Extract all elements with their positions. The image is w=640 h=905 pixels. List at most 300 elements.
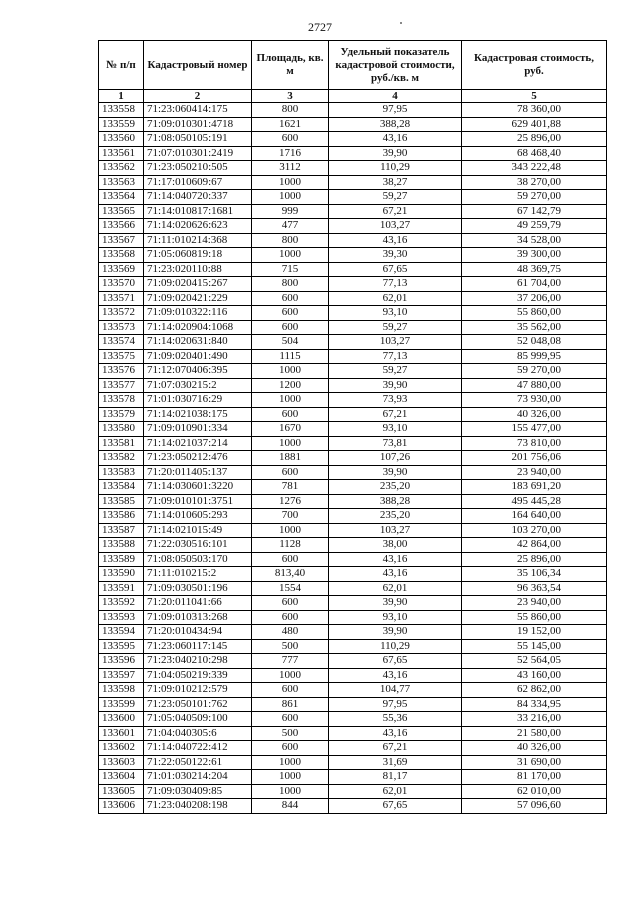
cell-area: 715 xyxy=(252,262,329,277)
cell-cadastral-cost: 155 477,00 xyxy=(462,422,607,437)
table-row xyxy=(99,697,607,712)
cell-row-number: 133558 xyxy=(99,103,144,118)
cell-unit-value: 31,69 xyxy=(329,755,462,770)
cell-unit-value: 43,16 xyxy=(329,132,462,147)
cell-area: 781 xyxy=(252,480,329,495)
cell-area: 600 xyxy=(252,552,329,567)
cell-cadastral-number: 71:20:010434:94 xyxy=(144,625,252,640)
cell-area: 861 xyxy=(252,697,329,712)
cell-row-number: 133561 xyxy=(99,146,144,161)
cell-area: 1670 xyxy=(252,422,329,437)
cell-cadastral-number: 71:07:010301:2419 xyxy=(144,146,252,161)
cell-area: 800 xyxy=(252,233,329,248)
cell-area: 1000 xyxy=(252,755,329,770)
cell-unit-value: 62,01 xyxy=(329,784,462,799)
cell-cadastral-cost: 55 860,00 xyxy=(462,610,607,625)
cell-unit-value: 43,16 xyxy=(329,552,462,567)
cell-area: 600 xyxy=(252,610,329,625)
header-area: Площадь, кв. м xyxy=(252,41,329,90)
cell-cadastral-number: 71:09:030501:196 xyxy=(144,581,252,596)
table-row xyxy=(99,175,607,190)
cell-row-number: 133593 xyxy=(99,610,144,625)
cell-row-number: 133583 xyxy=(99,465,144,480)
cell-cadastral-cost: 73 810,00 xyxy=(462,436,607,451)
cell-area: 700 xyxy=(252,509,329,524)
table-row xyxy=(99,132,607,147)
column-number: 3 xyxy=(252,90,329,103)
cell-row-number: 133572 xyxy=(99,306,144,321)
header-cadastral-cost: Кадастровая стоимость, руб. xyxy=(462,41,607,90)
table-row xyxy=(99,306,607,321)
cell-unit-value: 93,10 xyxy=(329,306,462,321)
cell-unit-value: 39,90 xyxy=(329,596,462,611)
cell-cadastral-cost: 42 864,00 xyxy=(462,538,607,553)
cell-row-number: 133605 xyxy=(99,784,144,799)
table-row xyxy=(99,262,607,277)
cell-unit-value: 39,90 xyxy=(329,146,462,161)
cell-cadastral-number: 71:14:010605:293 xyxy=(144,509,252,524)
table-row xyxy=(99,726,607,741)
cell-cadastral-number: 71:09:010101:3751 xyxy=(144,494,252,509)
cell-unit-value: 59,27 xyxy=(329,364,462,379)
table-row xyxy=(99,538,607,553)
cell-row-number: 133603 xyxy=(99,755,144,770)
cell-cadastral-cost: 38 270,00 xyxy=(462,175,607,190)
cell-area: 1621 xyxy=(252,117,329,132)
cell-unit-value: 81,17 xyxy=(329,770,462,785)
cell-cadastral-cost: 62 862,00 xyxy=(462,683,607,698)
cell-unit-value: 38,00 xyxy=(329,538,462,553)
table-row xyxy=(99,494,607,509)
table-row xyxy=(99,219,607,234)
cell-unit-value: 103,27 xyxy=(329,523,462,538)
cell-area: 1000 xyxy=(252,364,329,379)
cell-cadastral-cost: 37 206,00 xyxy=(462,291,607,306)
cell-area: 600 xyxy=(252,407,329,422)
cell-area: 1200 xyxy=(252,378,329,393)
table-row xyxy=(99,407,607,422)
cell-cadastral-cost: 61 704,00 xyxy=(462,277,607,292)
cell-area: 477 xyxy=(252,219,329,234)
cell-area: 480 xyxy=(252,625,329,640)
table-row xyxy=(99,190,607,205)
cell-cadastral-number: 71:05:040509:100 xyxy=(144,712,252,727)
cell-row-number: 133564 xyxy=(99,190,144,205)
column-number-row xyxy=(99,90,607,103)
cell-row-number: 133587 xyxy=(99,523,144,538)
cell-area: 600 xyxy=(252,596,329,611)
cell-cadastral-number: 71:09:010212:579 xyxy=(144,683,252,698)
cell-cadastral-cost: 25 896,00 xyxy=(462,552,607,567)
table-row xyxy=(99,465,607,480)
cell-unit-value: 59,27 xyxy=(329,190,462,205)
table-row xyxy=(99,161,607,176)
cell-unit-value: 67,21 xyxy=(329,741,462,756)
cell-row-number: 133578 xyxy=(99,393,144,408)
cell-cadastral-number: 71:20:011405:137 xyxy=(144,465,252,480)
cell-cadastral-cost: 629 401,88 xyxy=(462,117,607,132)
cell-unit-value: 93,10 xyxy=(329,610,462,625)
cell-cadastral-number: 71:09:020415:267 xyxy=(144,277,252,292)
cell-row-number: 133582 xyxy=(99,451,144,466)
cell-area: 1000 xyxy=(252,436,329,451)
cell-row-number: 133560 xyxy=(99,132,144,147)
cell-row-number: 133581 xyxy=(99,436,144,451)
cell-area: 1000 xyxy=(252,393,329,408)
table-row xyxy=(99,799,607,814)
cell-row-number: 133568 xyxy=(99,248,144,263)
cell-cadastral-number: 71:23:020110:88 xyxy=(144,262,252,277)
cell-cadastral-cost: 164 640,00 xyxy=(462,509,607,524)
table-row xyxy=(99,204,607,219)
cell-cadastral-number: 71:09:020421:229 xyxy=(144,291,252,306)
cell-row-number: 133604 xyxy=(99,770,144,785)
cell-unit-value: 110,29 xyxy=(329,639,462,654)
cell-cadastral-number: 71:11:010215:2 xyxy=(144,567,252,582)
cell-unit-value: 97,95 xyxy=(329,697,462,712)
cell-cadastral-cost: 96 363,54 xyxy=(462,581,607,596)
cell-cadastral-number: 71:23:050212:476 xyxy=(144,451,252,466)
cell-area: 1554 xyxy=(252,581,329,596)
cell-row-number: 133576 xyxy=(99,364,144,379)
cell-area: 600 xyxy=(252,306,329,321)
cell-unit-value: 67,65 xyxy=(329,799,462,814)
cell-row-number: 133589 xyxy=(99,552,144,567)
cell-cadastral-cost: 23 940,00 xyxy=(462,465,607,480)
cell-cadastral-number: 71:14:021038:175 xyxy=(144,407,252,422)
cell-unit-value: 59,27 xyxy=(329,320,462,335)
cell-cadastral-number: 71:04:040305:6 xyxy=(144,726,252,741)
cell-area: 3112 xyxy=(252,161,329,176)
cell-unit-value: 73,93 xyxy=(329,393,462,408)
cell-cadastral-cost: 59 270,00 xyxy=(462,190,607,205)
table-row xyxy=(99,523,607,538)
scan-dot xyxy=(400,22,402,24)
column-number: 1 xyxy=(99,90,144,103)
cell-unit-value: 39,90 xyxy=(329,378,462,393)
table-row xyxy=(99,712,607,727)
table-row xyxy=(99,349,607,364)
cell-cadastral-cost: 43 160,00 xyxy=(462,668,607,683)
cell-row-number: 133566 xyxy=(99,219,144,234)
table-row xyxy=(99,103,607,118)
cell-area: 1000 xyxy=(252,190,329,205)
table-row xyxy=(99,451,607,466)
cell-cadastral-number: 71:23:050101:762 xyxy=(144,697,252,712)
cell-cadastral-number: 71:23:040210:298 xyxy=(144,654,252,669)
cell-cadastral-number: 71:08:050105:191 xyxy=(144,132,252,147)
cell-area: 600 xyxy=(252,683,329,698)
cell-unit-value: 55,36 xyxy=(329,712,462,727)
cell-unit-value: 110,29 xyxy=(329,161,462,176)
table-row xyxy=(99,784,607,799)
cell-row-number: 133580 xyxy=(99,422,144,437)
cell-cadastral-cost: 34 528,00 xyxy=(462,233,607,248)
cell-cadastral-cost: 85 999,95 xyxy=(462,349,607,364)
cell-cadastral-cost: 495 445,28 xyxy=(462,494,607,509)
cell-cadastral-cost: 59 270,00 xyxy=(462,364,607,379)
table-body xyxy=(99,90,607,814)
header-row-number: № п/п xyxy=(99,41,144,90)
cell-area: 1000 xyxy=(252,248,329,263)
cell-unit-value: 43,16 xyxy=(329,668,462,683)
table-row xyxy=(99,320,607,335)
cell-cadastral-number: 71:12:070406:395 xyxy=(144,364,252,379)
table-row xyxy=(99,625,607,640)
cadastral-value-table xyxy=(98,40,607,814)
cell-row-number: 133597 xyxy=(99,668,144,683)
cell-area: 777 xyxy=(252,654,329,669)
cell-cadastral-number: 71:23:050210:505 xyxy=(144,161,252,176)
table-row xyxy=(99,668,607,683)
cell-row-number: 133574 xyxy=(99,335,144,350)
cell-cadastral-cost: 33 216,00 xyxy=(462,712,607,727)
cell-unit-value: 43,16 xyxy=(329,567,462,582)
cell-row-number: 133602 xyxy=(99,741,144,756)
cell-cadastral-number: 71:17:010609:67 xyxy=(144,175,252,190)
cell-unit-value: 235,20 xyxy=(329,480,462,495)
cell-cadastral-number: 71:14:020626:623 xyxy=(144,219,252,234)
cell-area: 1000 xyxy=(252,784,329,799)
table-row xyxy=(99,335,607,350)
cell-unit-value: 103,27 xyxy=(329,335,462,350)
table-row xyxy=(99,610,607,625)
cell-unit-value: 43,16 xyxy=(329,233,462,248)
cell-unit-value: 388,28 xyxy=(329,494,462,509)
column-number: 5 xyxy=(462,90,607,103)
cell-cadastral-cost: 52 564,05 xyxy=(462,654,607,669)
cell-area: 844 xyxy=(252,799,329,814)
cell-area: 813,40 xyxy=(252,567,329,582)
cell-cadastral-number: 71:01:030214:204 xyxy=(144,770,252,785)
table-row xyxy=(99,509,607,524)
cell-row-number: 133562 xyxy=(99,161,144,176)
cell-row-number: 133590 xyxy=(99,567,144,582)
table-row xyxy=(99,755,607,770)
table-row xyxy=(99,378,607,393)
cell-area: 500 xyxy=(252,639,329,654)
cell-unit-value: 104,77 xyxy=(329,683,462,698)
table-row xyxy=(99,552,607,567)
table-row xyxy=(99,277,607,292)
cell-cadastral-number: 71:14:010817:1681 xyxy=(144,204,252,219)
cell-area: 1128 xyxy=(252,538,329,553)
cell-row-number: 133570 xyxy=(99,277,144,292)
table-row xyxy=(99,567,607,582)
cell-row-number: 133598 xyxy=(99,683,144,698)
table-row xyxy=(99,639,607,654)
cell-area: 1276 xyxy=(252,494,329,509)
cell-area: 800 xyxy=(252,103,329,118)
cell-unit-value: 235,20 xyxy=(329,509,462,524)
column-number: 2 xyxy=(144,90,252,103)
cell-row-number: 133606 xyxy=(99,799,144,814)
table-row xyxy=(99,741,607,756)
table-row xyxy=(99,233,607,248)
cell-cadastral-cost: 55 860,00 xyxy=(462,306,607,321)
cell-unit-value: 73,81 xyxy=(329,436,462,451)
cell-unit-value: 97,95 xyxy=(329,103,462,118)
cell-cadastral-number: 71:20:011041:66 xyxy=(144,596,252,611)
header-unit-value: Удельный показатель кадастровой стоимости, руб./кв. м xyxy=(329,41,462,90)
cell-unit-value: 39,30 xyxy=(329,248,462,263)
cell-cadastral-cost: 31 690,00 xyxy=(462,755,607,770)
cell-unit-value: 103,27 xyxy=(329,219,462,234)
cell-row-number: 133592 xyxy=(99,596,144,611)
table-row xyxy=(99,436,607,451)
cell-area: 500 xyxy=(252,726,329,741)
cell-area: 1115 xyxy=(252,349,329,364)
cell-cadastral-number: 71:22:050122:61 xyxy=(144,755,252,770)
cell-row-number: 133585 xyxy=(99,494,144,509)
cell-row-number: 133584 xyxy=(99,480,144,495)
cell-cadastral-number: 71:14:030601:3220 xyxy=(144,480,252,495)
cell-cadastral-number: 71:09:020401:490 xyxy=(144,349,252,364)
cell-area: 1000 xyxy=(252,668,329,683)
cell-row-number: 133577 xyxy=(99,378,144,393)
table-row xyxy=(99,291,607,306)
cell-cadastral-number: 71:08:050503:170 xyxy=(144,552,252,567)
table-row xyxy=(99,770,607,785)
cell-unit-value: 67,21 xyxy=(329,204,462,219)
cell-row-number: 133575 xyxy=(99,349,144,364)
cell-cadastral-cost: 68 468,40 xyxy=(462,146,607,161)
cell-area: 800 xyxy=(252,277,329,292)
table-row xyxy=(99,654,607,669)
cell-row-number: 133563 xyxy=(99,175,144,190)
cell-row-number: 133600 xyxy=(99,712,144,727)
cell-cadastral-number: 71:05:060819:18 xyxy=(144,248,252,263)
cell-cadastral-number: 71:09:030409:85 xyxy=(144,784,252,799)
cell-unit-value: 62,01 xyxy=(329,291,462,306)
cell-cadastral-cost: 81 170,00 xyxy=(462,770,607,785)
cell-cadastral-cost: 40 326,00 xyxy=(462,741,607,756)
cell-row-number: 133567 xyxy=(99,233,144,248)
cell-unit-value: 77,13 xyxy=(329,277,462,292)
cell-cadastral-cost: 21 580,00 xyxy=(462,726,607,741)
cell-cadastral-number: 71:09:010301:4718 xyxy=(144,117,252,132)
cell-cadastral-cost: 103 270,00 xyxy=(462,523,607,538)
table-row xyxy=(99,117,607,132)
cell-row-number: 133591 xyxy=(99,581,144,596)
cell-cadastral-number: 71:14:020904:1068 xyxy=(144,320,252,335)
cell-unit-value: 43,16 xyxy=(329,726,462,741)
cell-row-number: 133573 xyxy=(99,320,144,335)
table-row xyxy=(99,683,607,698)
table-header xyxy=(99,41,607,90)
cell-cadastral-cost: 48 369,75 xyxy=(462,262,607,277)
cell-unit-value: 39,90 xyxy=(329,465,462,480)
cell-cadastral-number: 71:23:060414:175 xyxy=(144,103,252,118)
cell-area: 1000 xyxy=(252,770,329,785)
cell-cadastral-number: 71:14:040720:337 xyxy=(144,190,252,205)
cell-unit-value: 67,65 xyxy=(329,262,462,277)
cell-cadastral-cost: 35 562,00 xyxy=(462,320,607,335)
cell-cadastral-cost: 57 096,60 xyxy=(462,799,607,814)
cell-cadastral-cost: 78 360,00 xyxy=(462,103,607,118)
cell-row-number: 133596 xyxy=(99,654,144,669)
cell-area: 504 xyxy=(252,335,329,350)
cell-cadastral-cost: 73 930,00 xyxy=(462,393,607,408)
cell-cadastral-number: 71:04:050219:339 xyxy=(144,668,252,683)
cell-area: 1000 xyxy=(252,175,329,190)
table-row xyxy=(99,146,607,161)
cell-unit-value: 62,01 xyxy=(329,581,462,596)
cell-area: 1881 xyxy=(252,451,329,466)
cell-cadastral-number: 71:14:040722:412 xyxy=(144,741,252,756)
cell-area: 1000 xyxy=(252,523,329,538)
cell-row-number: 133559 xyxy=(99,117,144,132)
cell-row-number: 133569 xyxy=(99,262,144,277)
cell-area: 600 xyxy=(252,132,329,147)
cell-unit-value: 107,26 xyxy=(329,451,462,466)
cell-cadastral-cost: 52 048,08 xyxy=(462,335,607,350)
cell-row-number: 133565 xyxy=(99,204,144,219)
cell-row-number: 133595 xyxy=(99,639,144,654)
cell-cadastral-cost: 84 334,95 xyxy=(462,697,607,712)
cell-cadastral-number: 71:09:010313:268 xyxy=(144,610,252,625)
cell-cadastral-cost: 39 300,00 xyxy=(462,248,607,263)
cell-cadastral-cost: 47 880,00 xyxy=(462,378,607,393)
cell-cadastral-cost: 62 010,00 xyxy=(462,784,607,799)
table-row xyxy=(99,393,607,408)
header-cadastral-number: Кадастровый номер xyxy=(144,41,252,90)
table-row xyxy=(99,364,607,379)
table-row xyxy=(99,581,607,596)
cell-unit-value: 77,13 xyxy=(329,349,462,364)
cell-cadastral-number: 71:09:010901:334 xyxy=(144,422,252,437)
page-number: 2727 xyxy=(308,20,332,34)
cell-cadastral-cost: 19 152,00 xyxy=(462,625,607,640)
cell-area: 600 xyxy=(252,320,329,335)
cell-row-number: 133586 xyxy=(99,509,144,524)
cell-cadastral-cost: 49 259,79 xyxy=(462,219,607,234)
cell-cadastral-cost: 35 106,34 xyxy=(462,567,607,582)
cell-cadastral-cost: 55 145,00 xyxy=(462,639,607,654)
cell-area: 1716 xyxy=(252,146,329,161)
cell-unit-value: 39,90 xyxy=(329,625,462,640)
cell-row-number: 133599 xyxy=(99,697,144,712)
cell-unit-value: 67,21 xyxy=(329,407,462,422)
cell-area: 600 xyxy=(252,291,329,306)
table-row xyxy=(99,596,607,611)
cell-area: 600 xyxy=(252,712,329,727)
cell-unit-value: 388,28 xyxy=(329,117,462,132)
cell-row-number: 133571 xyxy=(99,291,144,306)
cell-cadastral-cost: 201 756,06 xyxy=(462,451,607,466)
cell-row-number: 133601 xyxy=(99,726,144,741)
cell-cadastral-number: 71:01:030716:29 xyxy=(144,393,252,408)
cell-row-number: 133594 xyxy=(99,625,144,640)
cell-row-number: 133588 xyxy=(99,538,144,553)
cell-cadastral-number: 71:14:021015:49 xyxy=(144,523,252,538)
cell-cadastral-cost: 67 142,79 xyxy=(462,204,607,219)
cell-cadastral-cost: 183 691,20 xyxy=(462,480,607,495)
cell-cadastral-number: 71:14:020631:840 xyxy=(144,335,252,350)
cell-cadastral-cost: 40 326,00 xyxy=(462,407,607,422)
cell-cadastral-number: 71:23:060117:145 xyxy=(144,639,252,654)
cell-cadastral-number: 71:07:030215:2 xyxy=(144,378,252,393)
cell-area: 600 xyxy=(252,741,329,756)
cell-area: 600 xyxy=(252,465,329,480)
cell-cadastral-number: 71:09:010322:116 xyxy=(144,306,252,321)
cell-cadastral-number: 71:22:030516:101 xyxy=(144,538,252,553)
cell-area: 999 xyxy=(252,204,329,219)
cell-unit-value: 93,10 xyxy=(329,422,462,437)
cell-unit-value: 67,65 xyxy=(329,654,462,669)
cell-cadastral-number: 71:23:040208:198 xyxy=(144,799,252,814)
cell-cadastral-number: 71:11:010214:368 xyxy=(144,233,252,248)
